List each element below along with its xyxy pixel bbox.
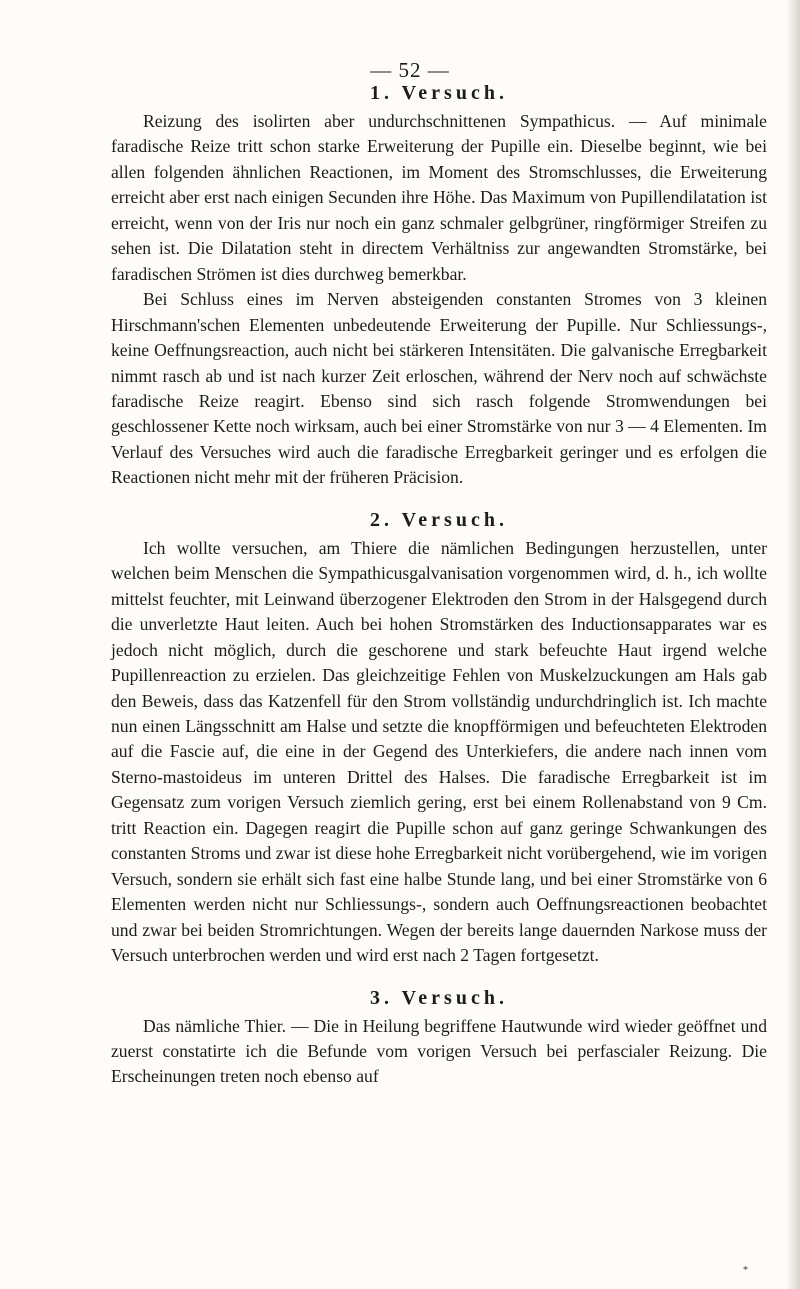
section-heading-1: 1. Versuch. — [370, 82, 508, 104]
page-number: — 52 — — [370, 58, 450, 82]
page-edge-shadow — [786, 0, 800, 1289]
paragraph-1-2: Bei Schluss eines im Nerven absteigenden constanten Stromes von 3 kleinen Hirschmann'schen Elementen unbedeutende Erweiterung der Pupille. Nur Schliessungs-, keine Oeffnungsreaction, auch nicht bei stärkeren Intensitäten. Die galvanische Erregbarkeit nimmt rasch ab und ist nach kurzer Zeit erloschen, während der Nerv noch auf schwächste faradische Reize reagirt. Ebenso sind sich rasch folgende Stromwendungen bei geschlossener Kette noch wirksam, auch bei einer Stromstärke von nur 3 — 4 Elementen. Im Verlauf des Versuches wird auch die faradische Erregbarkeit geringer und es erfolgen die Reactionen nicht mehr mit der früheren Präcision. — [111, 289, 767, 488]
signature-mark: * — [743, 1265, 748, 1276]
body-text — [111, 80, 767, 1090]
paragraph-2-1: Ich wollte versuchen, am Thiere die nämlichen Bedingungen herzustellen, unter welchen beim Menschen die Sympathicusgalvanisation vorgenommen wird, d. h., ich wollte mittelst feuchter, mit Leinwand überzogener Elektroden den Strom in der Halsgegend durch die unverletzte Haut leiten. Auch bei hohen Stromstärken des Inductionsapparates war es jedoch nicht möglich, durch die geschorene und stark befeuchte Haut irgend welche Pupillenreaction zu erzielen. Das gleichzeitige Fehlen von Muskelzuckungen am Hals gab den Beweis, dass das Katzenfell für den Strom vollständig undurchdringlich ist. Ich machte nun einen Längsschnitt am Halse und setzte die knopfförmigen und befeuchteten Elektroden auf die Fascie auf, die eine in der Gegend des Unterkiefers, die andere nach innen vom Sterno-mastoideus im unteren Drittel des Halses. Die faradische Erregbarkeit ist im Gegensatz zum vorigen Versuch ziemlich gering, erst bei einem Rollenabstand von 9 Cm. tritt Reaction ein. Dagegen reagirt die Pupille schon auf ganz geringe Schwankungen des constanten Stroms und zwar ist diese hohe Erregbarkeit nicht vorübergehend, wie im vorigen Versuch, sondern sie erhält sich fast eine halbe Stunde lang, und bei einer Stromstärke von 6 Elementen werden nicht nur Schliessungs-, sondern auch Oeffnungsreactionen beobachtet und zwar bei beiden Stromrichtungen. Wegen der bereits lange dauernden Narkose muss der Versuch unterbrochen werden und wird erst nach 2 Tagen fortgesetzt. — [111, 537, 767, 966]
section-heading-2: 2. Versuch. — [370, 508, 508, 531]
section-heading-3: 3. Versuch. — [370, 986, 508, 1009]
paragraph-1-1: Reizung des isolirten aber undurchschnittenen Sympathicus. — Auf minimale faradische Reize tritt schon starke Erweiterung der Pupille ein. Dieselbe beginnt, wie bei allen folgenden ähnlichen Reactionen, im Moment des Stromschlusses, die Erweiterung erreicht aber erst nach einigen Secunden ihre Höhe. Das Maximum von Pupillendilatation ist erreicht, wenn von der Iris nur noch ein ganz schmaler gelbgrüner, ringförmiger Streifen zu sehen ist. Die Dilatation steht in directem Verhältniss zur angewandten Stromstärke, bei faradischen Strömen ist dies durchweg bemerkbar. — [111, 111, 767, 284]
paragraph-3-1: Das nämliche Thier. — Die in Heilung begriffene Hautwunde wird wieder geöffnet und zuerst constatirte ich die Befunde vom vorigen Versuch bei perfascialer Reizung. Die Erscheinungen treten noch ebenso auf — [111, 1015, 767, 1087]
